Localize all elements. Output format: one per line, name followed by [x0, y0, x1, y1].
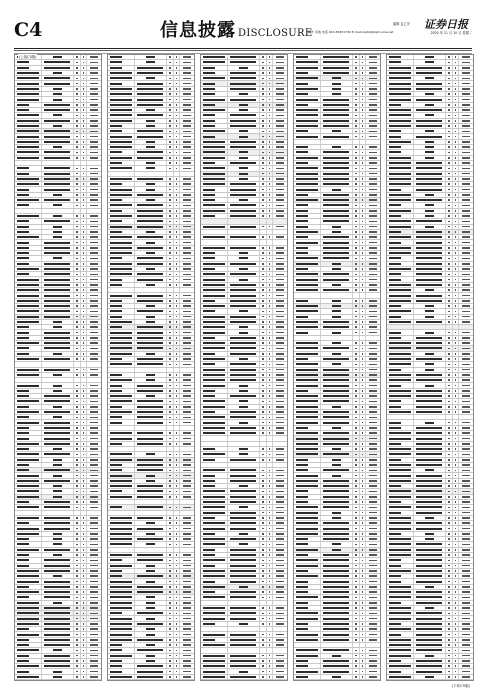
table-column-block: [14, 54, 102, 681]
table-column-block: [386, 54, 474, 681]
header-rule: [14, 48, 472, 49]
table-row: [108, 680, 194, 681]
table-row: [15, 680, 101, 681]
table-column-block: [200, 54, 288, 681]
page-header: [14, 18, 472, 46]
issue-date: 2020 年 11 月 10 日 星期二: [430, 31, 472, 35]
table-column-block: [107, 54, 195, 681]
table-column-block: [293, 54, 381, 681]
table-row: [294, 680, 380, 681]
masthead-info: [308, 18, 472, 44]
header-rule-thin: [14, 50, 472, 51]
disclosure-tables: [14, 53, 472, 681]
continued-on-label: (下转C5版): [451, 684, 470, 688]
section-title-cn: 信息披露: [160, 20, 236, 41]
continued-from-label: (上接C3版): [19, 55, 37, 59]
editor-credit: 编辑 孟乙安: [393, 22, 410, 26]
table-row: [387, 680, 473, 681]
contact-line: 制作 李波 电话 010-83251730 E-mail:zqrb9@zqrb.sina.net: [308, 30, 394, 34]
table-row: [201, 680, 287, 681]
page-number: C4: [14, 19, 43, 41]
newspaper-logo: 证券日报: [424, 18, 468, 31]
section-title-en: DISCLOSURE: [238, 28, 313, 39]
